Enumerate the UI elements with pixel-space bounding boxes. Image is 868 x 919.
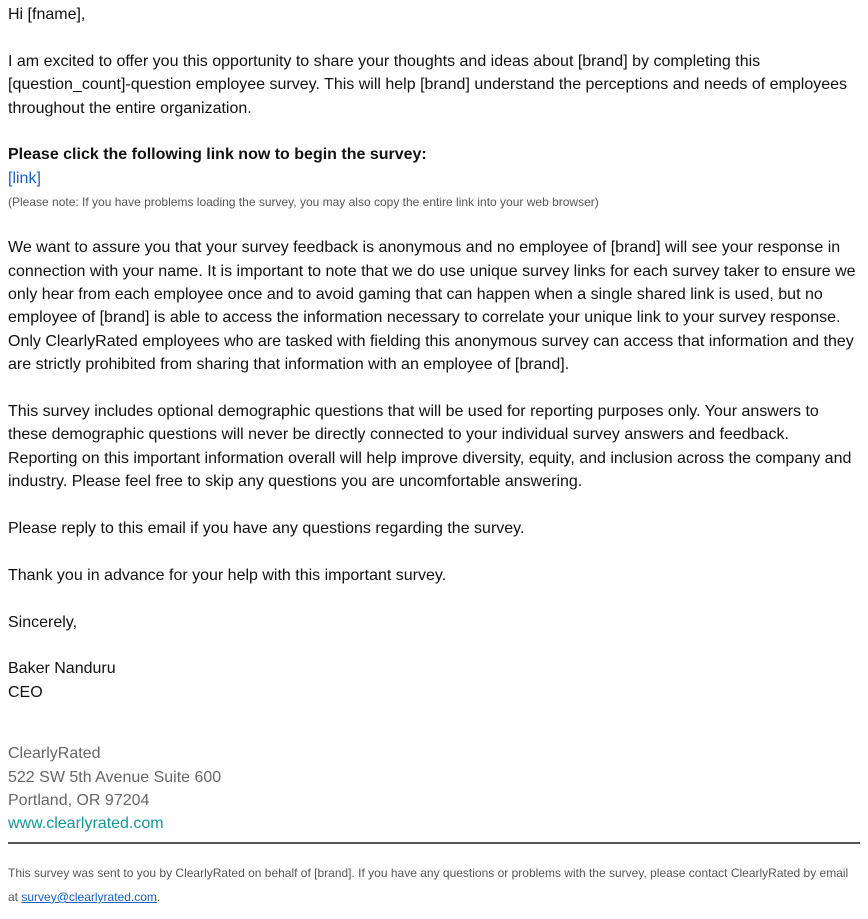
- demographic-paragraph: This survey includes optional demographic questions that will be used for reporting purposes only. Your answers to these demographic questions will never be directly connected to your individual survey answers and feedback. Reporting on this important information overall will help improve diversity, equity, and inclusion across the company and industry. Please feel free to skip any questions you are uncomfortable answering.: [8, 403, 852, 491]
- cta-heading: Please click the following link now to begin the survey:: [8, 146, 427, 164]
- company-address-line2: Portland, OR 97204: [8, 792, 150, 810]
- thanks-paragraph: Thank you in advance for your help with this important survey.: [8, 566, 447, 584]
- signer-title: CEO: [8, 683, 43, 701]
- anonymity-paragraph: We want to assure you that your survey feedback is anonymous and no employee of [brand] will see your response in connection with your name. It is important to note that we do use unique survey links for each survey taker to ensure we only hear from each employee once and to avoid gaming that can happen when a single shared link is used, but no employee of [brand] is able to access the information necessary to correlate your unique link to your survey response. Only ClearlyRated employees who are tasked with fielding this anonymous survey can access that information and they are strictly prohibited from sharing that information with an employee of [brand].: [8, 239, 856, 374]
- legal-suffix: .: [156, 889, 161, 904]
- link-note: (Please note: If you have problems loading the survey, you may also copy the entire link into your web browser): [8, 195, 599, 210]
- intro-paragraph: I am excited to offer you this opportunity to share your thoughts and ideas about [brand] by completing this [question_count]-question employee survey. This will help [brand] understand the perceptions and needs of employees throughout the entire organization.: [8, 52, 848, 117]
- survey-link[interactable]: [link]: [8, 169, 41, 187]
- company-name: ClearlyRated: [8, 745, 101, 763]
- company-address-line1: 522 SW 5th Avenue Suite 600: [8, 768, 222, 786]
- greeting: Hi [fname],: [8, 6, 86, 23]
- legal-text: This survey was sent to you by ClearlyRated on behalf of [brand]. If you have any questions or problems with the survey, please contact ClearlyRated by email at: [8, 865, 849, 904]
- company-website-link[interactable]: www.clearlyrated.com: [8, 815, 164, 833]
- support-email-link[interactable]: survey@clearlyrated.com: [21, 889, 157, 904]
- footer-divider: [8, 842, 860, 844]
- signer-name: Baker Nanduru: [8, 660, 116, 678]
- company-signature: [8, 742, 860, 836]
- closing: Sincerely,: [8, 613, 78, 631]
- reply-paragraph: Please reply to this email if you have any questions regarding the survey.: [8, 520, 525, 538]
- legal-footer: [8, 861, 860, 909]
